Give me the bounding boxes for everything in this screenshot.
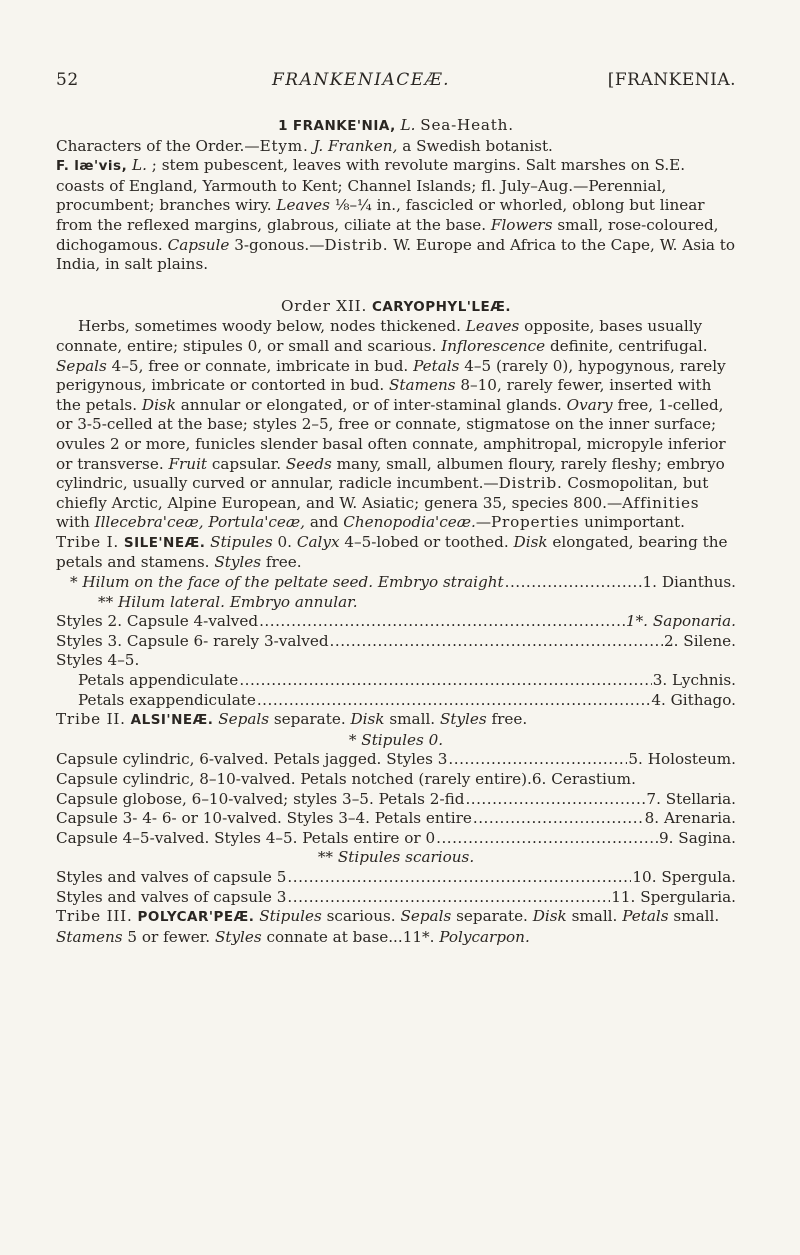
key-row: Capsule 4–5-valved. Styles 4–5. Petals entire or 0 ..... 9. Sagina. <box>56 829 736 849</box>
tribe-1-heading: Tribe I. SILE'NEÆ. Stipules 0. Calyx 4–5-lobed or toothed. Disk elongated, bearing the petals and stamens. Styles free. <box>56 532 728 572</box>
tribe-3-heading: Tribe III. POLYCAR'PEÆ. Stipules scarious. Sepals separate. Disk small. Petals small. Stamens 5 or fewer. Styles connate at base...11*. Polycarpon. <box>56 907 720 946</box>
etym-name: J. Franken, <box>313 136 398 155</box>
key-subheading: ** Hilum lateral. Embryo annular. <box>98 592 358 611</box>
header-title: FRANKENIACEÆ. <box>271 70 451 90</box>
tribe-1-name: SILE'NEÆ. <box>123 534 206 551</box>
key-row: Styles 3. Capsule 6- rarely 3-valved ..... 2. Silene. <box>56 632 736 652</box>
genus-heading <box>56 116 736 137</box>
tribe-2-heading: Tribe II. ALSI'NEÆ. Sepals separate. Disk small. Styles free. <box>56 710 528 729</box>
key-row: Capsule cylindric, 6-valved. Petals jagged. Styles 3 ..... 5. Holosteum. <box>56 750 736 770</box>
key-subheading: ** Stipules scarious. <box>317 848 475 867</box>
key-row: Petals appendiculate ..... 3. Lychnis. <box>56 671 736 691</box>
order-heading: Order XII. CARYOPHYL'LEÆ. <box>280 296 512 315</box>
genus-characters: Characters of the Order.—Etym. J. Franken, a Swedish botanist. <box>56 136 553 155</box>
tribe-2-name: ALSI'NEÆ. <box>130 712 214 729</box>
order-description: Herbs, sometimes woody below, nodes thickened. Leaves opposite, bases usually connate, entire; stipules 0, or small and scarious. Inflorescence definite, centrifugal. Sepals 4–5, free or connate, imbricate in bud. Petals 4–5 (rarely 0), hypogynous, rarely perigynous, imbricate or contorted in bud. Stamens 8–10, rarely fewer, inserted with the petals. Disk annular or elongated, or of inter-staminal glands. Ovary free, 1-celled, or 3-5-celled at the base; styles 2–5, free or connate, stigmatose on the inner surface; ovules 2 or more, funicles slender basal often connate, amphitropal, micropyle inferior or transverse. Fruit capsular. Seeds many, small, albumen floury, rarely fleshy; embryo cylindric, usually curved or annular, radicle incumbent.—Distrib. Cosmopolitan, but chiefly Arctic, Alpine European, and W. Asiatic; genera 35, species 800.—Affinities with Illecebra'ceæ, Portula'ceæ, and Chenopodia'ceæ.—Properties unimportant. <box>56 317 726 532</box>
key-row: Petals exappendiculate ..... 4. Githago. <box>56 691 736 711</box>
key-row: Styles 4–5. <box>56 651 140 670</box>
etym-label: Etym. <box>259 136 309 155</box>
genus-common-name: Sea-Heath. <box>420 116 514 134</box>
key-row: Styles 2. Capsule 4-valved ..... 1*. Saponaria. <box>56 612 736 632</box>
key-row: Capsule globose, 6–10-valved; styles 3–5. Petals 2-fid ..... 7. Stellaria. <box>56 790 736 810</box>
genus-number: 1 <box>278 118 289 134</box>
key-row: * Hilum on the face of the peltate seed. Embryo straight ..... 1. Dianthus. <box>56 573 736 593</box>
key-row: Styles and valves of capsule 5 ..... 10. Spergula. <box>56 868 736 888</box>
species-description: F. læ'vis, L. ; stem pubescent, leaves with revolute margins. Salt marshes on S.E. coasts of England, Yarmouth to Kent; Channel Islands; fl. July–Aug.—Perennial, procumbent; branches wiry. Leaves ⅛–¼ in., fascicled or whorled, oblong but linear from the reflexed margins, glabrous, ciliate at the base. Flowers small, rose-coloured, dichogamous. Capsule 3-gonous.—Distrib. W. Europe and Africa to the Cape, W. Asia to India, in salt plains. <box>56 156 736 274</box>
order-name: CARYOPHYL'LEÆ. <box>371 298 512 315</box>
header-section: [FRANKENIA. <box>607 70 736 90</box>
key-row: Styles and valves of capsule 3 ..... 11. Spergularia. <box>56 888 736 908</box>
key-subheading: * Stipules 0. <box>348 730 444 749</box>
key-row: Capsule 3- 4- 6- or 10-valved. Styles 3–4. Petals entire ..... 8. Arenaria. <box>56 809 736 829</box>
tribe-3-name: POLYCAR'PEÆ. <box>137 909 255 926</box>
key-row: Capsule cylindric, 8–10-valved. Petals notched (rarely entire). 6. Cerastium. <box>56 770 636 788</box>
species-name: læ'vis, <box>74 158 128 175</box>
genus-author: L. <box>400 116 416 134</box>
page-number: 52 <box>56 70 79 90</box>
running-header <box>56 70 736 90</box>
genus-name: FRANKE'NIA, <box>292 118 396 134</box>
